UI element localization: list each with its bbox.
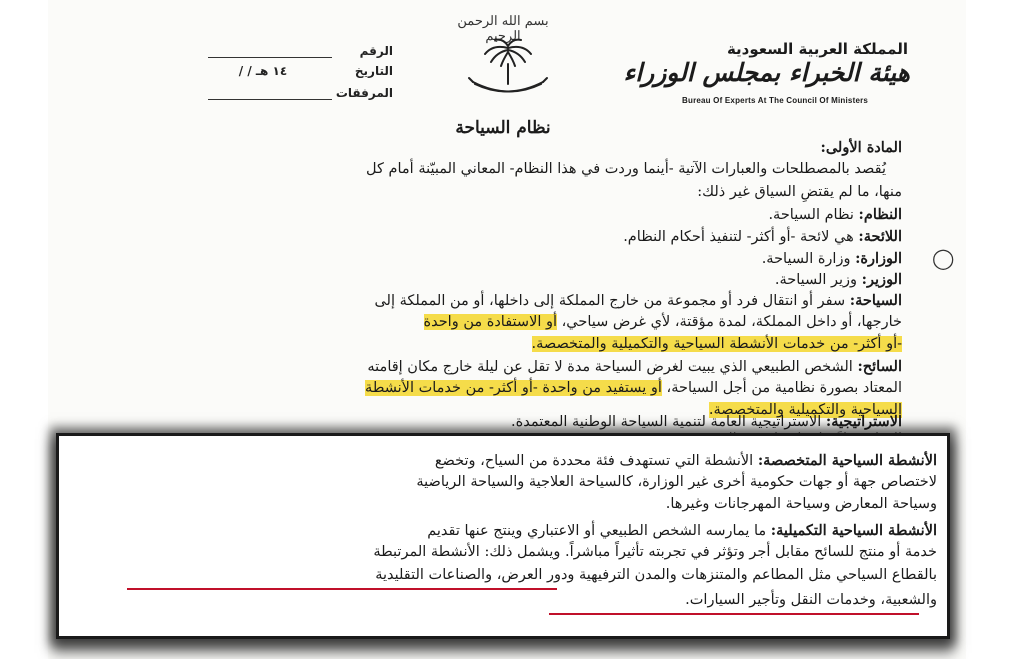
intro-line-1: يُقصد بالمصطلحات والعبارات الآتية -أينما وردت في هذا النظام- المعاني المبيّنة أمام كل <box>366 161 886 177</box>
attachments-line <box>208 99 332 100</box>
minister-def: وزير السياحة. <box>774 272 858 288</box>
tourist-highlight-2: السياحية والتكميلية والمتخصصة. <box>708 402 902 418</box>
regulation-def: هي لائحة -أو أكثر- لتنفيذ أحكام النظام. <box>623 229 854 245</box>
specialized-line-3: وسياحة المعارض وسياحة المهرجانات وغيرها. <box>665 496 937 512</box>
document-title: نظام السياحة <box>455 118 551 138</box>
tourist-line-2-plain: المعتاد بصورة نظامية من أجل السياحة، <box>666 380 902 396</box>
article-heading: المادة الأولى: <box>820 139 902 156</box>
complementary-line-2: خدمة أو منتج للسائح مقابل أجر وتؤثر في تجربته تأثيراً مباشراً. ويشمل ذلك: الأنشطة المرتبطة <box>373 544 937 560</box>
minister-term: الوزير: <box>861 271 902 288</box>
complementary-def-1: ما يمارسه الشخص الطبيعي أو الاعتباري وينتج عنها تقديم <box>427 523 767 539</box>
definition-tourism-line-1 <box>374 292 902 309</box>
system-term: النظام: <box>858 206 902 223</box>
specialized-line-2: لاختصاص جهة أو جهات حكومية أخرى غير الوزارة، كالسياحة العلاجية والسياحة الرياضية <box>416 474 937 490</box>
complementary-term: الأنشطة السياحية التكميلية: <box>770 522 937 539</box>
specialized-def-1: الأنشطة التي تستهدف فئة محددة من السياح، وتخضع <box>434 453 754 469</box>
emphasized-definitions-box <box>56 433 950 639</box>
tourist-highlight-1: أو يستفيد من واحدة -أو أكثر- من خدمات الأنشطة <box>365 380 662 396</box>
ref-number-label: الرقم <box>359 44 393 58</box>
definition-strategy <box>511 413 902 430</box>
specialized-line-1 <box>435 452 937 469</box>
definition-tourism-line-3 <box>532 336 902 352</box>
circle-margin-mark-icon: ◯ <box>932 246 955 270</box>
attachments-label: المرفقات <box>335 86 393 100</box>
bureau-name-arabic: هيئة الخبراء بمجلس الوزراء <box>623 58 910 87</box>
strategy-def: الاستراتيجية العامة لتنمية السياحة الوطنية المعتمدة. <box>511 414 822 430</box>
date-label: التاريخ <box>354 64 393 78</box>
complementary-line-1 <box>427 522 937 539</box>
tourist-line-1: الشخص الطبيعي الذي يبيت لغرض السياحة مدة لا تقل عن ليلة خارج مكان إقامته <box>367 359 853 375</box>
red-underline-1 <box>127 588 557 590</box>
ministry-def: وزارة السياحة. <box>761 251 851 267</box>
tourism-highlight-1: أو الاستفادة من واحدة <box>423 314 558 330</box>
definition-tourism-line-2 <box>424 314 902 330</box>
definition-minister <box>775 271 902 288</box>
intro-line-2: منها، ما لم يقتضِ السياق غير ذلك: <box>697 184 902 200</box>
definition-tourist-line-2 <box>365 380 902 396</box>
date-value: / / ١٤ هـ <box>238 64 288 78</box>
tourism-highlight-2: -أو أكثر- من خدمات الأنشطة السياحية والتكميلية والمتخصصة. <box>531 336 902 352</box>
complementary-line-4: والشعبية، وخدمات النقل وتأجير السيارات. <box>685 592 937 608</box>
tourism-line-1: سفر أو انتقال فرد أو مجموعة من خارج المملكة إلى داخلها، أو من المملكة إلى <box>374 293 846 309</box>
complementary-line-3: بالقطاع السياحي مثل المطاعم والمتنزهات والمدن الترفيهية ودور العرض، والصناعات التقليدية <box>375 567 937 583</box>
tourism-term: السياحة: <box>849 292 902 309</box>
strategy-term: الاستراتيجية: <box>825 413 902 430</box>
specialized-term: الأنشطة السياحية المتخصصة: <box>757 452 937 469</box>
red-underline-2 <box>549 613 919 615</box>
ministry-term: الوزارة: <box>855 250 902 267</box>
regulation-term: اللائحة: <box>858 228 902 245</box>
ref-number-line <box>208 57 332 58</box>
definition-tourist-line-1 <box>367 358 902 375</box>
definition-regulation <box>623 228 902 245</box>
definition-system <box>768 206 902 223</box>
definition-ministry <box>762 250 902 267</box>
bureau-name-english: Bureau Of Experts At The Council Of Ministers <box>682 96 869 105</box>
tourist-term: السائح: <box>857 358 902 375</box>
palm-swords-emblem-icon <box>463 34 553 100</box>
kingdom-name: المملكة العربية السعودية <box>726 40 908 58</box>
system-def: نظام السياحة. <box>768 207 854 223</box>
bismillah: بسم الله الرحمن الرحيم <box>457 14 549 44</box>
tourism-line-2-plain: خارجها، أو داخل المملكة، لمدة مؤقتة، لأي غرض سياحي، <box>561 314 902 330</box>
